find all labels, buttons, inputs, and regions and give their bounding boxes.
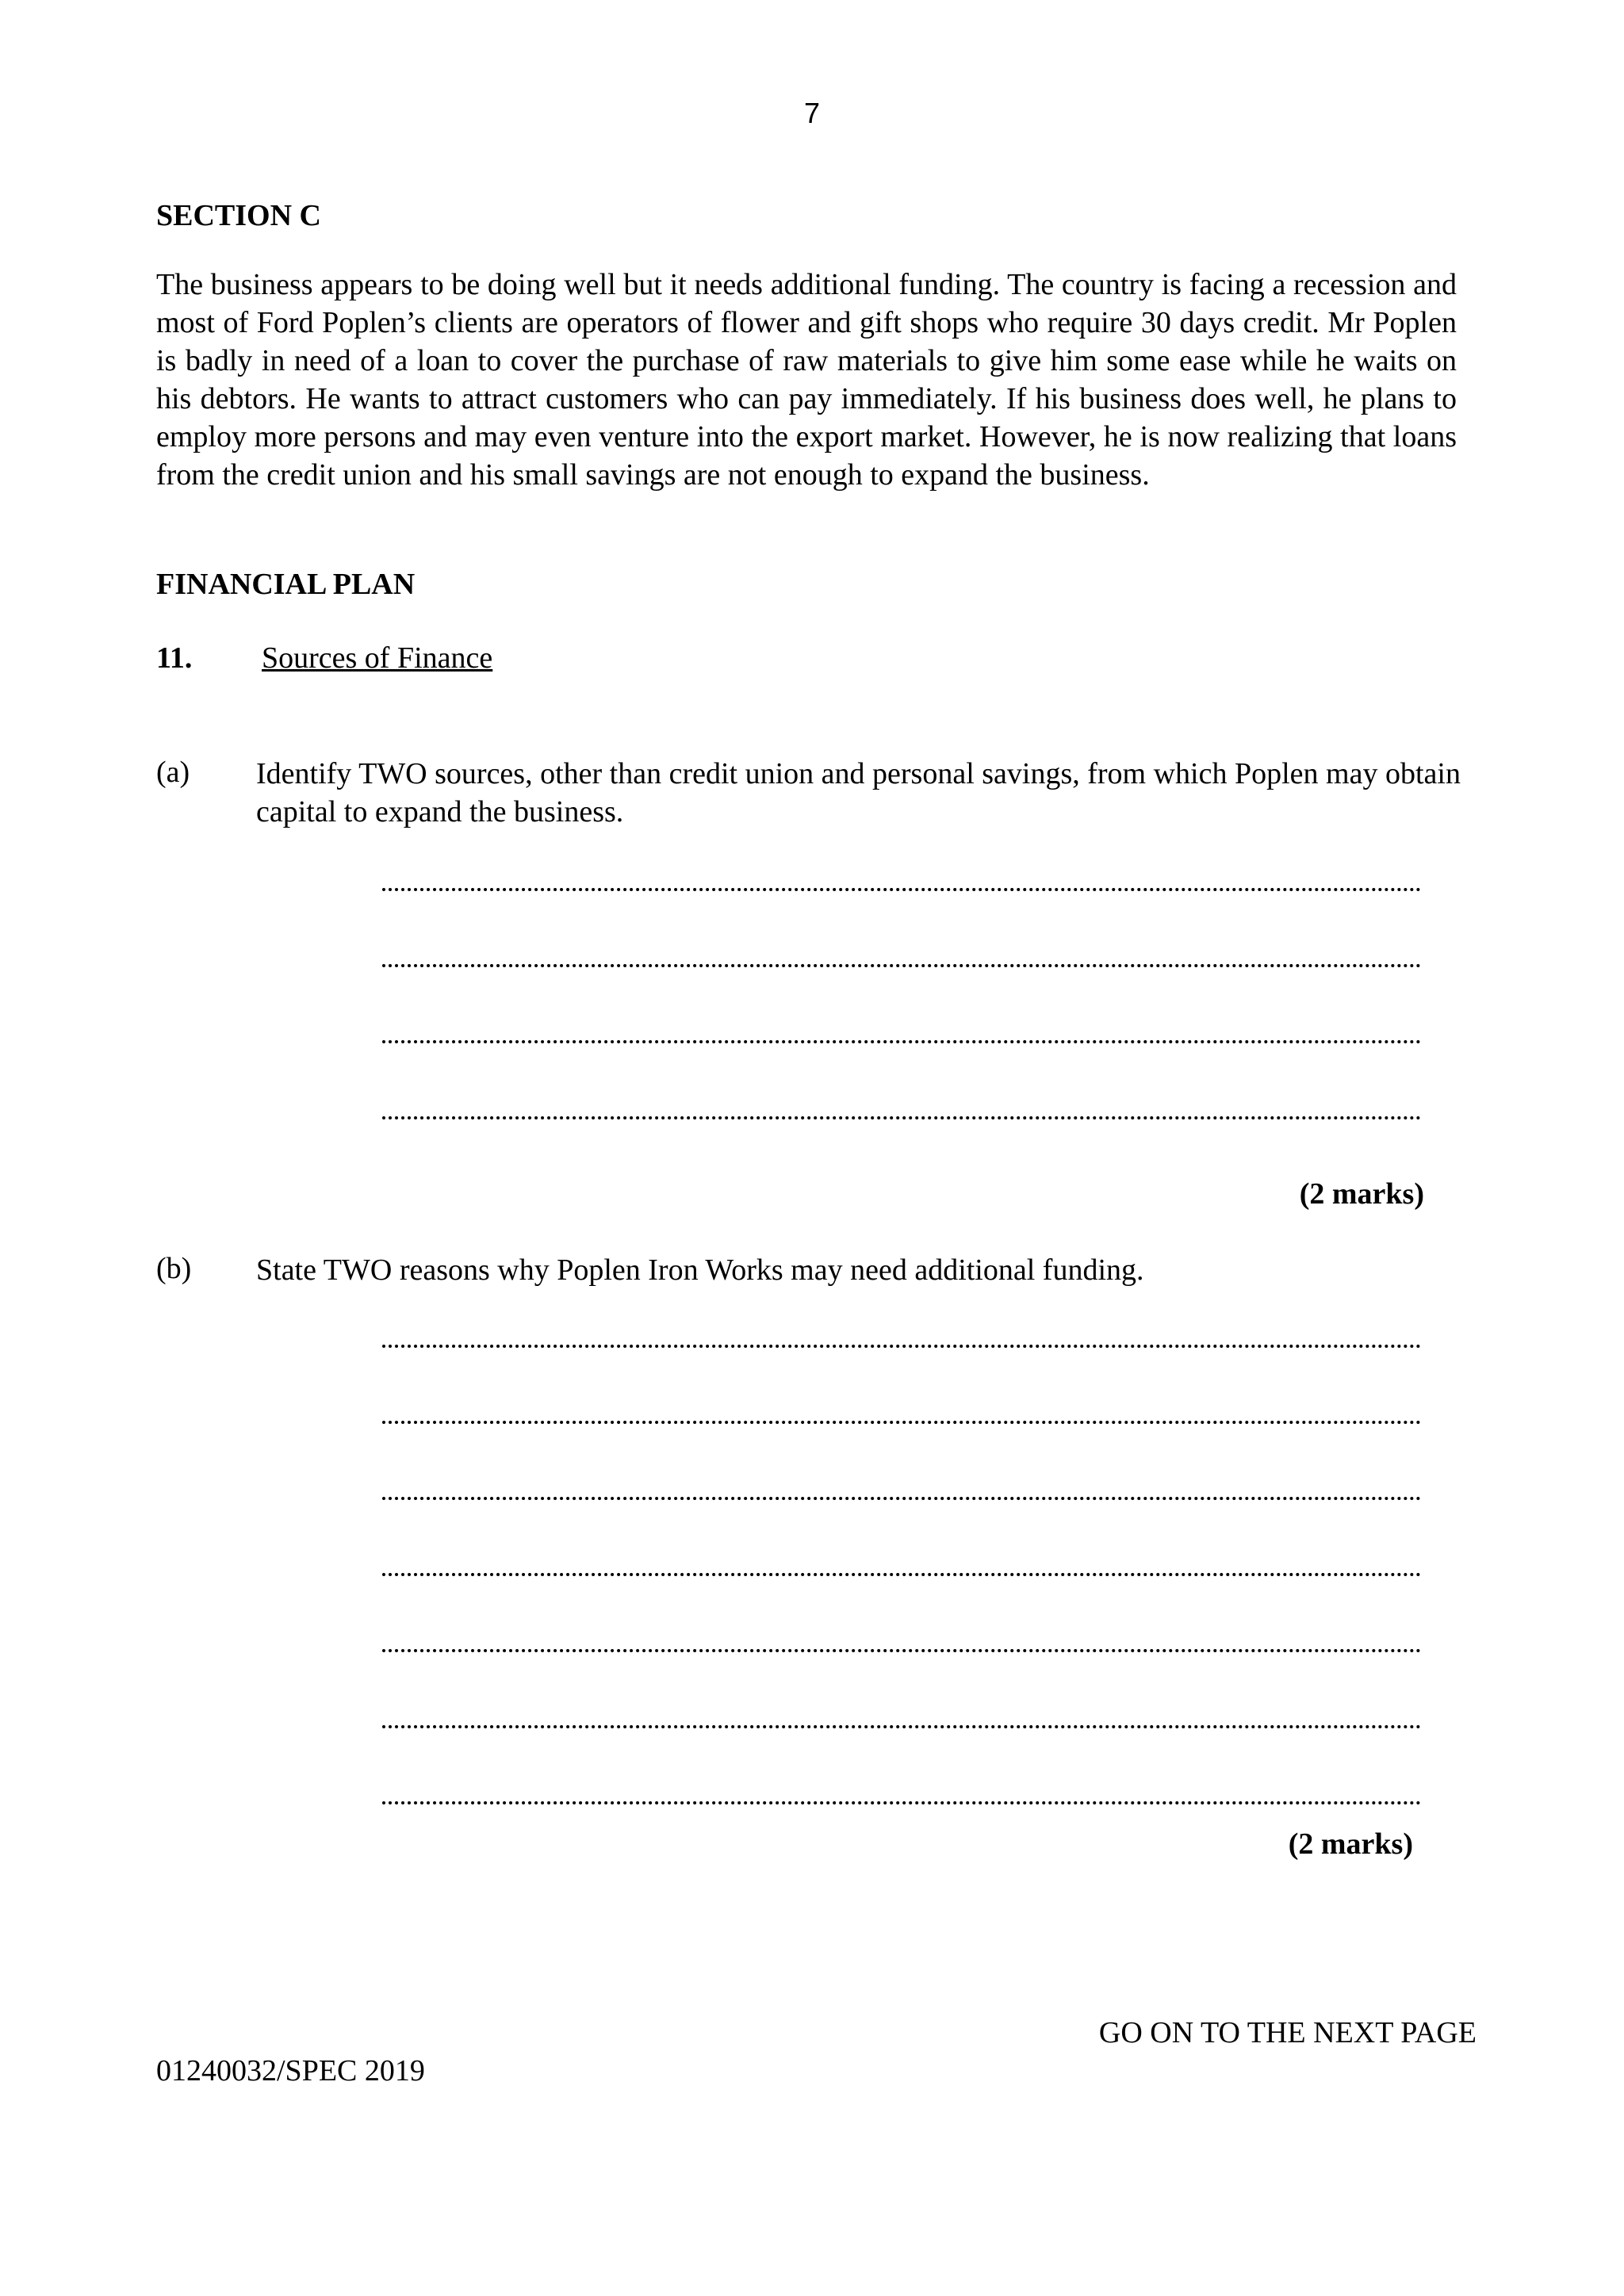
answer-line-b1[interactable] xyxy=(382,1345,1421,1348)
answer-line-b2[interactable] xyxy=(382,1421,1421,1424)
answer-line-b7[interactable] xyxy=(382,1801,1421,1804)
part-a-label: (a) xyxy=(156,756,190,789)
part-a-marks: (2 marks) xyxy=(1299,1177,1424,1211)
exam-code: 01240032/SPEC 2019 xyxy=(156,2054,425,2087)
financial-plan-heading: FINANCIAL PLAN xyxy=(156,568,416,601)
answer-line-b5[interactable] xyxy=(382,1649,1421,1652)
answer-line-a4[interactable] xyxy=(382,1116,1421,1119)
question-title: Sources of Finance xyxy=(262,641,493,675)
section-title: SECTION C xyxy=(156,199,321,232)
part-b-marks: (2 marks) xyxy=(1288,1827,1413,1861)
question-number: 11. xyxy=(156,641,193,675)
part-a-text: Identify TWO sources, other than credit union and personal savings, from which Poplen may obtain capital to expand the business. xyxy=(256,757,1461,828)
answer-line-a1[interactable] xyxy=(382,888,1421,891)
intro-paragraph: The business appears to be doing well but it needs additional funding. The country is facing a recession and most of Ford Poplen’s clients are operators of flower and gift shops who require 30 days credit. Mr Poplen is badly in need of a loan to cover the purchase of raw materials to give him some ease while he waits on his debtors. He wants to attract customers who can pay immediately. If his business does well, he plans to employ more persons and may even venture into the export market. However, he is now realizing that loans from the credit union and his small savings are not enough to expand the business. xyxy=(156,268,1457,492)
part-b-label: (b) xyxy=(156,1252,192,1285)
part-b-text: State TWO reasons why Poplen Iron Works may need additional funding. xyxy=(256,1253,1144,1287)
answer-line-a3[interactable] xyxy=(382,1040,1421,1043)
answer-line-b4[interactable] xyxy=(382,1573,1421,1576)
answer-line-b6[interactable] xyxy=(382,1725,1421,1728)
answer-line-a2[interactable] xyxy=(382,964,1421,967)
answer-line-b3[interactable] xyxy=(382,1497,1421,1500)
page-number: 7 xyxy=(803,97,821,129)
next-page-notice: GO ON TO THE NEXT PAGE xyxy=(1098,2016,1477,2049)
